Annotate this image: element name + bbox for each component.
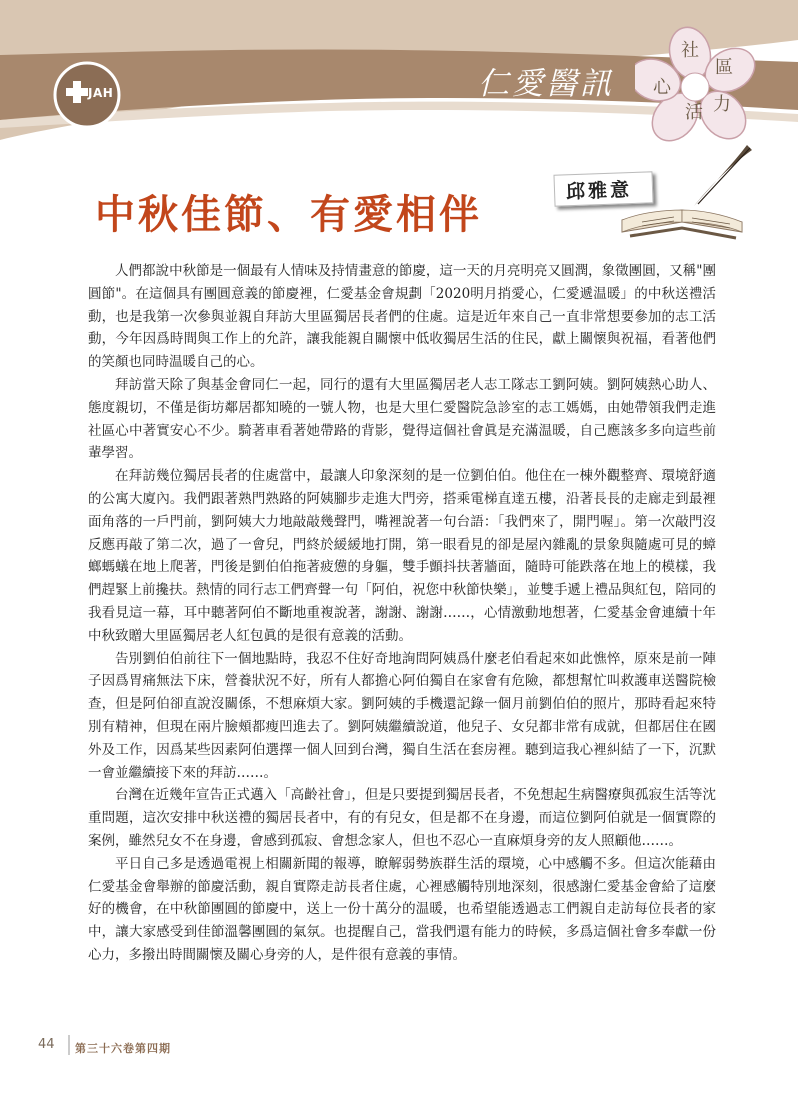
flower-char-2: 區 bbox=[715, 57, 733, 78]
paragraph: 在拜訪幾位獨居長者的住處當中，最讓人印象深刻的是一位劉伯伯。他住在一棟外觀整齊、環境舒適的公寓大廈內。我們跟著熟門熟路的阿姨腳步走進大門旁，搭乘電梯直達五樓，沿著長長的走廊走到最裡面角落的一戶門前，劉阿姨大力地敲敲幾聲門，嘴裡說著一句台語：「我們來了，開門喔」。第一次敲門沒反應再敲了第二次，過了一會兒，門終於緩緩地打開，第一眼看見的卻是屋內雜亂的景象與隨處可見的蟑螂螞蟻在地上爬著，門後是劉伯伯拖著疲憊的身軀，雙手顫抖扶著牆面，隨時可能跌落在地上的模樣，我們趕緊上前攙扶。熱情的同行志工們齊聲一句「阿伯，祝您中秋節快樂」，並雙手遞上禮品與紅包，陪同的我看見這一幕，耳中聽著阿伯不斷地重複說著，謝謝、謝謝……，心情激動地想著，仁愛基金會連續十年中秋致贈大里區獨居老人紅包眞的是很有意義的活動。 bbox=[88, 468, 716, 644]
flower-char-3: 心 bbox=[653, 77, 671, 98]
footer-divider bbox=[68, 1035, 70, 1055]
author-name: 邱雅意 bbox=[565, 178, 633, 204]
paragraph: 台灣在近幾年宣告正式邁入「高齡社會」，但是只要提到獨居長者，不免想起生病醫療與孤寂生活等沈重問題，這次安排中秋送禮的獨居長者中，有的有兒女，但是都不在身邊，而這位劉阿伯就是一個實際的案例，雖然兒女不在身邊，會感到孤寂、會想念家人，但也不忍心一直麻煩身旁的友人照顧他……。 bbox=[88, 787, 716, 849]
flower-char-1: 社 bbox=[681, 40, 699, 61]
issue-label: 第三十六卷第四期 bbox=[75, 1042, 171, 1055]
paragraph: 平日自己多是透過電視上相關新聞的報導，瞭解弱勢族群生活的環境，心中感觸不多。但這次能藉由仁愛基金會舉辦的節慶活動，親自實際走訪長者住處，心裡感觸特別地深刻，很感謝仁愛基金會給了這麼好的機會，在中秋節團圓的節慶中，送上一份十萬分的温暖，也希望能透過志工們親自走訪每位長者的家中，讓大家感受到佳節溫馨團圓的氣氛。也提醒自己，當我們還有能力的時候，多爲這個社會多奉獻一份心力，多撥出時間關懷及關心身旁的人，是件很有意義的事情。 bbox=[88, 855, 716, 963]
section-title: 仁愛醫訊 bbox=[478, 66, 614, 102]
flower-char-4: 活 bbox=[685, 102, 703, 123]
page-number: 44 bbox=[38, 1037, 55, 1052]
paragraph: 人們都說中秋節是一個最有人情味及持情畫意的節慶，這一天的月亮明亮又圓潤，象徵團圓，又稱"團圓節"。在這個具有團圓意義的節慶裡，仁愛基金會規劃「2020明月捎愛心，仁愛遞温暖」的中秋送禮活動，也是我第一次參與並親自拜訪大里區獨居長者們的住處。這是近年來自己一直非常想要參加的志工活動，今年因爲時間與工作上的允許，讓我能親自關懷中低收獨居生活的住民，獻上關懷與祝福，看著他們的笑顏也同時温暖自己的心。 bbox=[88, 263, 716, 371]
article-body bbox=[88, 260, 716, 967]
logo-text: JAH bbox=[88, 86, 114, 100]
paragraph: 拜訪當天除了與基金會同仁一起，同行的還有大里區獨居老人志工隊志工劉阿姨。劉阿姨熱心助人、態度親切，不僅是街坊鄰居都知曉的一號人物，也是大里仁愛醫院急診室的志工媽媽，由她帶領我們走進社區心中著實安心不少。騎著車看著她帶路的背影，覺得這個社會眞是充滿温暖，自己應該多多向這些前輩學習。 bbox=[88, 376, 716, 462]
flower-char-5: 力 bbox=[713, 94, 731, 115]
paragraph: 告別劉伯伯前往下一個地點時，我忍不住好奇地詢問阿姨爲什麼老伯看起來如此憔悴，原來是前一陣子因爲胃痛無法下床，營養狀況不好，所有人都擔心阿伯獨自在家會有危險，都想幫忙叫救護車送醫院檢查，但是阿伯卻直說沒關係，不想麻煩大家。劉阿姨的手機還記錄一個月前劉伯伯的照片，那時看起來特別有精神，但現在兩片臉頰都瘦凹進去了。劉阿姨繼續說道，他兒子、女兒都非常有成就，但都居住在國外及工作，因爲某些因素阿伯選擇一個人回到台灣，獨自生活在套房裡。聽到這我心裡糾結了一下，沉默一會並繼續接下來的拜訪……。 bbox=[88, 650, 716, 781]
article-title: 中秋佳節、有愛相伴 bbox=[95, 192, 482, 238]
